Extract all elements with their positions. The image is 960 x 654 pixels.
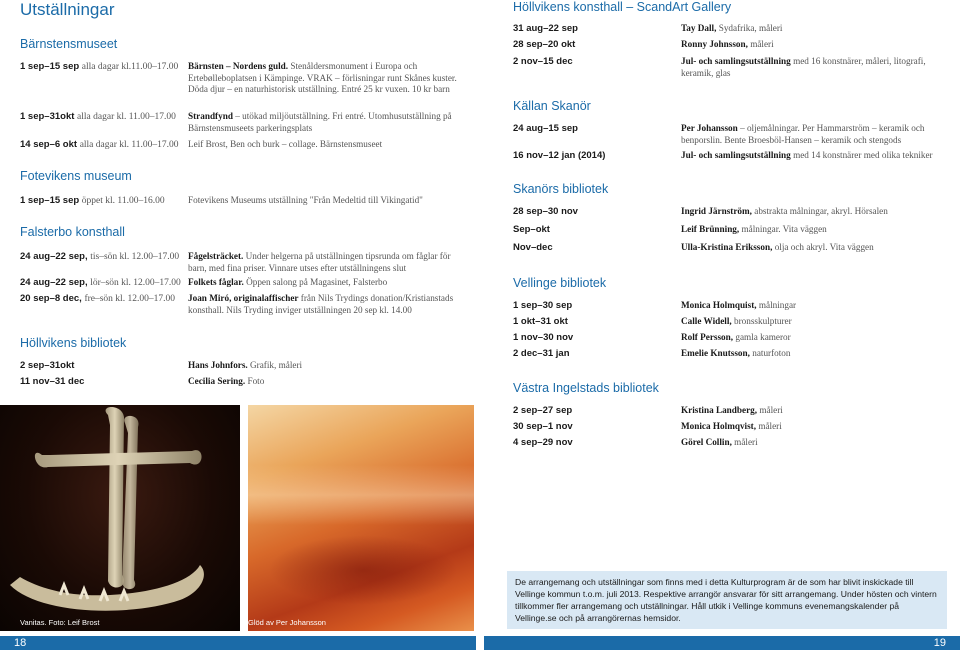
page-footer-left bbox=[0, 636, 476, 650]
photo-caption: Glöd av Per Johansson bbox=[248, 618, 326, 627]
event-date: 2 nov–15 dec bbox=[513, 56, 573, 67]
event-description: Leif Brünning, målningar. Vita väggen bbox=[681, 224, 827, 234]
event-description: Ulla-Kristina Eriksson, olja och akryl. Vita väggen bbox=[681, 242, 874, 252]
event-date: 24 aug–22 sep, lör–sön kl. 12.00–17.00 bbox=[20, 277, 181, 288]
event-date: 16 nov–12 jan (2014) bbox=[513, 150, 606, 161]
event-date: 1 sep–15 sep alla dagar kl.11.00–17.00 bbox=[20, 61, 179, 72]
page-number: 19 bbox=[933, 637, 946, 649]
event-description: Hans Johnfors. Grafik, måleri bbox=[188, 360, 303, 370]
event-description: Strandfynd – utökad miljöutställning. Fri entré. Utomhusutställning på Bärnstensmuseets parkeringsplats bbox=[188, 111, 452, 133]
event-description: Per Johansson – oljemålningar. Per Hammarström – keramik och benporslin. Bente Broesböl-Hansen – keramik och stengods bbox=[681, 123, 925, 145]
event-date: 1 sep–31okt alla dagar kl. 11.00–17.00 bbox=[20, 111, 176, 122]
event-date: 2 sep–31okt bbox=[20, 360, 75, 371]
event-description: Monica Holmquist, målningar bbox=[681, 300, 797, 310]
event-description: Jul- och samlingsutställning med 16 konstnärer, måleri, litografi, keramik, glas bbox=[681, 56, 926, 78]
page-number: 18 bbox=[14, 637, 27, 649]
event-date: 2 dec–31 jan bbox=[513, 348, 570, 359]
section-heading-skanors-bibliotek: Skanörs bibliotek bbox=[513, 182, 609, 196]
event-description: Leif Brost, Ben och burk – collage. Bärnstensmuseet bbox=[188, 139, 383, 149]
event-description: Kristina Landberg, måleri bbox=[681, 405, 783, 415]
event-description: Rolf Persson, gamla kameror bbox=[681, 332, 791, 342]
event-date: Nov–dec bbox=[513, 242, 553, 253]
event-date: 1 sep–30 sep bbox=[513, 300, 573, 311]
event-description: Folkets fåglar. Öppen salong på Magasinet, Falsterbo bbox=[188, 277, 388, 287]
event-date: 24 aug–15 sep bbox=[513, 123, 578, 134]
event-date: 20 sep–8 dec, fre–sön kl. 12.00–17.00 bbox=[20, 293, 175, 304]
event-date: 11 nov–31 dec bbox=[20, 376, 85, 387]
glod-painting bbox=[248, 405, 474, 631]
event-date: 1 okt–31 okt bbox=[513, 316, 568, 327]
event-date: 30 sep–1 nov bbox=[513, 421, 573, 432]
event-description: Cecilia Sering. Foto bbox=[188, 376, 265, 386]
event-description: Monica Holmqvist, måleri bbox=[681, 421, 782, 431]
event-description: Bärnsten – Nordens guld. Stenåldersmonument i Europa och Ertebølleboplatsen i Kämpinge. VRAK – förlisningar runt Skånes kuster. Döda djur – en naturhistorisk utställning. Entré 25 kr vuxen. 10 kr barn bbox=[188, 61, 457, 94]
section-heading-hollvikens-konsthall: Höllvikens konsthall – ScandArt Gallery bbox=[513, 0, 732, 14]
event-description: Joan Miró, originalaffischer från Nils Trydings donation/Kristianstads konsthall. Nils Tryding inviger utställningen 20 sep kl. 14.00 bbox=[188, 293, 454, 315]
section-heading-falsterbo-konsthall: Falsterbo konsthall bbox=[20, 225, 125, 239]
event-date: 1 sep–15 sep öppet kl. 11.00–16.00 bbox=[20, 195, 165, 206]
event-description: Fågelsträcket. Under helgerna på utställningen tipsrunda om fåglar för barn, med fina priser. Vinnare utses efter utställningens slut bbox=[188, 251, 451, 273]
event-description: Fotevikens Museums utställning "Från Medeltid till Vikingatid" bbox=[188, 195, 423, 205]
event-date: 2 sep–27 sep bbox=[513, 405, 573, 416]
section-heading-hollvikens-bibliotek: Höllvikens bibliotek bbox=[20, 336, 127, 350]
event-description: Emelie Knutsson, naturfoton bbox=[681, 348, 791, 358]
event-date: 4 sep–29 nov bbox=[513, 437, 573, 448]
event-date: 1 nov–30 nov bbox=[513, 332, 574, 343]
section-heading-kallan-skanor: Källan Skanör bbox=[513, 99, 591, 113]
event-date: Sep–okt bbox=[513, 224, 550, 235]
page-footer-right bbox=[484, 636, 960, 650]
section-heading-fotevikens-museum: Fotevikens museum bbox=[20, 169, 132, 183]
event-description: Ronny Johnsson, måleri bbox=[681, 39, 774, 49]
event-date: 31 aug–22 sep bbox=[513, 23, 578, 34]
vanitas-photo bbox=[0, 405, 240, 631]
section-heading-vellinge-bibliotek: Vellinge bibliotek bbox=[513, 276, 607, 290]
event-description: Jul- och samlingsutställning med 14 konstnärer med olika tekniker bbox=[681, 150, 933, 160]
event-description: Ingrid Järnström, abstrakta målningar, akryl. Hörsalen bbox=[681, 206, 888, 216]
section-heading-vastra-ingelstads-bibliotek: Västra Ingelstads bibliotek bbox=[513, 381, 659, 395]
event-date: 28 sep–30 nov bbox=[513, 206, 578, 217]
event-description: Görel Collin, måleri bbox=[681, 437, 758, 447]
event-date: 28 sep–20 okt bbox=[513, 39, 576, 50]
bone-cross-image bbox=[0, 405, 240, 631]
photo-caption: Vanitas. Foto: Leif Brost bbox=[20, 618, 100, 627]
event-description: Calle Widell, bronsskulpturer bbox=[681, 316, 792, 326]
page-title: Utställningar bbox=[20, 0, 115, 19]
event-date: 14 sep–6 okt alla dagar kl. 11.00–17.00 bbox=[20, 139, 179, 150]
info-box: De arrangemang och utställningar som finns med i detta Kulturprogram är de som har blivit inskickade till Vellinge kommun t.o.m. juli 2013. Respektive arrangör ansvarar för sitt arrangemang. Under hösten och vintern tillkommer fler arrangemang och utställningar. Håll utkik i Vellinge kommuns evenemangskalender på Vellinge.se och på arrangörernas hemsidor. bbox=[507, 571, 947, 629]
event-date: 24 aug–22 sep, tis–sön kl. 12.00–17.00 bbox=[20, 251, 180, 262]
event-description: Tay Dall, Sydafrika, måleri bbox=[681, 23, 783, 33]
section-heading-barnstensmuseet: Bärnstensmuseet bbox=[20, 37, 118, 51]
